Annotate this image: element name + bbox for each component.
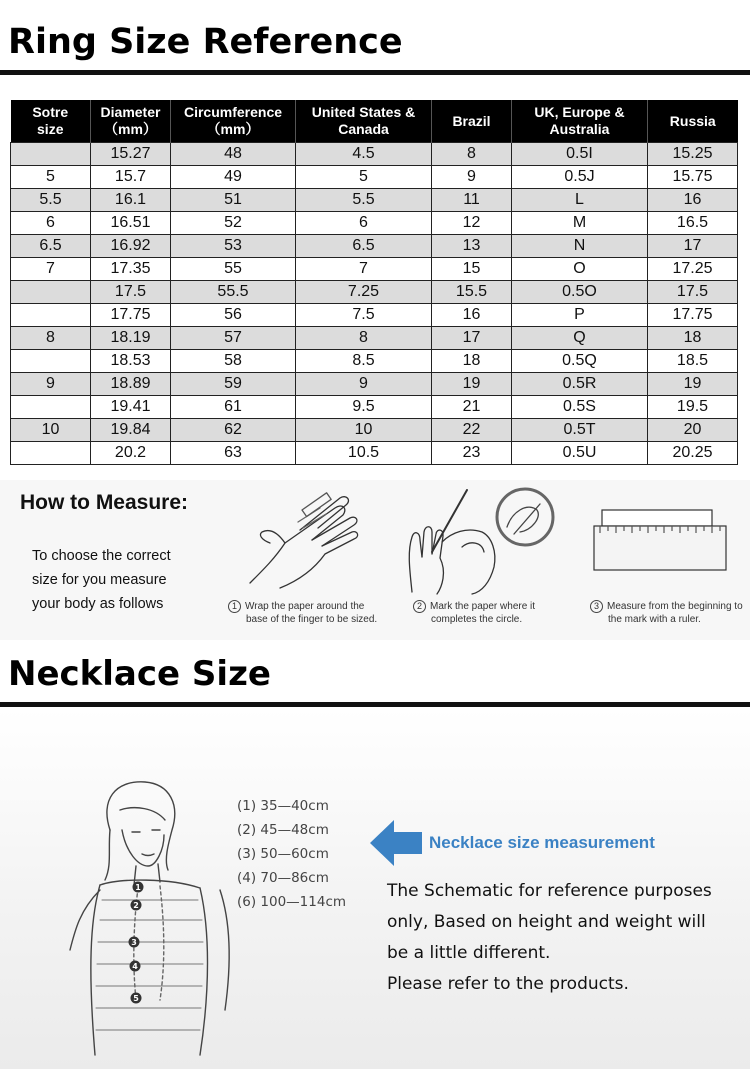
table-cell: 17	[432, 327, 512, 350]
measure-step-1	[228, 600, 377, 626]
necklace-note-line: The Schematic for reference purposes	[387, 881, 712, 901]
table-cell: 5.5	[11, 189, 91, 212]
necklace-measurement-heading: Necklace size measurement	[429, 833, 655, 852]
table-cell: 58	[171, 350, 296, 373]
table-cell: 16.1	[91, 189, 171, 212]
table-cell: 19.41	[91, 396, 171, 419]
step-text: Mark the paper where it	[430, 601, 536, 612]
table-cell: 22	[432, 419, 512, 442]
ring-size-title: Ring Size Reference	[8, 22, 403, 62]
column-header-text: Russia	[669, 112, 716, 129]
table-cell: 20	[648, 419, 738, 442]
column-header-text: （mm）	[206, 121, 260, 137]
table-cell: 15.75	[648, 166, 738, 189]
table-cell: 6.5	[11, 235, 91, 258]
neck-marker-2: 2	[133, 901, 139, 910]
neck-marker-4: 4	[132, 962, 138, 971]
table-cell: L	[512, 189, 648, 212]
how-to-measure-title: How to Measure:	[20, 491, 189, 514]
column-header	[91, 100, 171, 143]
ruler-illustration	[590, 500, 730, 580]
necklace-size-item: (1) 35—40cm	[237, 798, 329, 814]
step-text: the mark with a ruler.	[608, 614, 701, 625]
table-cell: 19	[432, 373, 512, 396]
table-cell: Q	[512, 327, 648, 350]
table-cell: 5.5	[296, 189, 432, 212]
table-row	[11, 189, 738, 212]
table-cell: 6.5	[296, 235, 432, 258]
woman-sketch-illustration	[60, 770, 240, 1060]
table-cell: 0.5U	[512, 442, 648, 465]
table-cell: 18.5	[648, 350, 738, 373]
table-row	[11, 442, 738, 465]
table-cell: 8	[11, 327, 91, 350]
step-number: 3	[590, 600, 603, 613]
column-header-text: size	[37, 121, 64, 137]
table-cell: O	[512, 258, 648, 281]
table-cell: 9	[11, 373, 91, 396]
table-cell: 0.5O	[512, 281, 648, 304]
step-number: 1	[228, 600, 241, 613]
title-divider	[0, 702, 750, 707]
table-cell: 51	[171, 189, 296, 212]
measure-step-2	[413, 600, 535, 626]
table-cell: 18	[432, 350, 512, 373]
table-cell: 57	[171, 327, 296, 350]
table-cell: 49	[171, 166, 296, 189]
ring-size-table	[10, 100, 738, 465]
table-cell: 11	[432, 189, 512, 212]
necklace-note-line: only, Based on height and weight will	[387, 912, 706, 932]
table-cell: 18	[648, 327, 738, 350]
table-cell: 59	[171, 373, 296, 396]
column-header	[11, 100, 91, 143]
necklace-size-item: (3) 50—60cm	[237, 846, 329, 862]
table-cell: 12	[432, 212, 512, 235]
table-cell: 17.75	[648, 304, 738, 327]
table-cell: N	[512, 235, 648, 258]
column-header	[296, 100, 432, 143]
column-header-text: （mm）	[104, 121, 157, 137]
table-cell: 56	[171, 304, 296, 327]
table-cell: M	[512, 212, 648, 235]
table-row	[11, 350, 738, 373]
column-header-text: Diameter	[100, 104, 161, 120]
table-cell: 0.5S	[512, 396, 648, 419]
table-row	[11, 166, 738, 189]
table-cell: 15	[432, 258, 512, 281]
table-row	[11, 143, 738, 166]
table-cell: 55	[171, 258, 296, 281]
table-row	[11, 235, 738, 258]
table-cell: 15.7	[91, 166, 171, 189]
neck-marker-3: 3	[131, 938, 137, 947]
step-text: Wrap the paper around the	[245, 601, 365, 612]
table-cell: 16.51	[91, 212, 171, 235]
table-cell: 17.35	[91, 258, 171, 281]
table-cell: 23	[432, 442, 512, 465]
neck-marker-1: 1	[135, 883, 141, 892]
table-row	[11, 373, 738, 396]
necklace-size-item: (2) 45—48cm	[237, 822, 329, 838]
table-header-row	[11, 100, 738, 143]
table-cell: 8	[296, 327, 432, 350]
table-cell: 13	[432, 235, 512, 258]
table-cell: 8.5	[296, 350, 432, 373]
table-cell: 55.5	[171, 281, 296, 304]
table-cell: P	[512, 304, 648, 327]
table-cell	[11, 396, 91, 419]
table-cell: 0.5I	[512, 143, 648, 166]
table-cell: 7	[11, 258, 91, 281]
table-cell: 0.5J	[512, 166, 648, 189]
step-number: 2	[413, 600, 426, 613]
table-cell: 17	[648, 235, 738, 258]
table-cell: 48	[171, 143, 296, 166]
table-cell: 16	[432, 304, 512, 327]
table-cell: 10.5	[296, 442, 432, 465]
table-cell: 18.53	[91, 350, 171, 373]
table-cell: 63	[171, 442, 296, 465]
table-cell: 19.84	[91, 419, 171, 442]
howto-text-line: To choose the correct	[32, 548, 171, 564]
column-header	[171, 100, 296, 143]
table-cell: 16.5	[648, 212, 738, 235]
table-cell: 10	[296, 419, 432, 442]
howto-text-line: size for you measure	[32, 572, 167, 588]
column-header	[648, 100, 738, 143]
column-header-text: Sotre	[32, 104, 69, 120]
table-row	[11, 419, 738, 442]
measure-step-3	[590, 600, 743, 626]
column-header-text: Canada	[338, 121, 389, 137]
hand-wrap-illustration	[240, 488, 370, 598]
table-cell: 8	[432, 143, 512, 166]
table-cell: 17.5	[648, 281, 738, 304]
table-cell: 18.89	[91, 373, 171, 396]
table-cell: 17.5	[91, 281, 171, 304]
column-header-text: UK, Europe &	[534, 104, 625, 120]
step-text: base of the finger to be sized.	[246, 614, 378, 625]
table-cell: 4.5	[296, 143, 432, 166]
table-cell: 16.92	[91, 235, 171, 258]
column-header	[512, 100, 648, 143]
table-cell: 10	[11, 419, 91, 442]
table-cell: 0.5R	[512, 373, 648, 396]
table-cell: 7	[296, 258, 432, 281]
table-cell: 6	[11, 212, 91, 235]
table-cell: 15.27	[91, 143, 171, 166]
table-cell: 17.25	[648, 258, 738, 281]
table-cell: 15.25	[648, 143, 738, 166]
table-cell: 62	[171, 419, 296, 442]
table-cell: 9	[432, 166, 512, 189]
table-cell: 7.5	[296, 304, 432, 327]
table-cell: 21	[432, 396, 512, 419]
column-header-text: Australia	[549, 121, 610, 137]
table-cell	[11, 350, 91, 373]
necklace-note-line: be a little different.	[387, 943, 551, 963]
table-row	[11, 212, 738, 235]
table-row	[11, 258, 738, 281]
table-cell: 53	[171, 235, 296, 258]
hand-mark-illustration	[402, 482, 562, 597]
table-cell	[11, 304, 91, 327]
table-row	[11, 396, 738, 419]
column-header-text: United States &	[311, 104, 416, 120]
arrow-left-icon	[370, 818, 424, 868]
table-cell: 16	[648, 189, 738, 212]
column-header-text: Circumference	[183, 104, 283, 120]
table-cell	[11, 442, 91, 465]
table-row	[11, 304, 738, 327]
table-cell: 9.5	[296, 396, 432, 419]
howto-text-line: your body as follows	[32, 596, 164, 612]
column-header	[432, 100, 512, 143]
table-cell: 19.5	[648, 396, 738, 419]
step-text: Measure from the beginning to	[607, 601, 743, 612]
table-cell: 6	[296, 212, 432, 235]
table-cell: 9	[296, 373, 432, 396]
table-cell: 7.25	[296, 281, 432, 304]
table-cell: 5	[11, 166, 91, 189]
necklace-size-title: Necklace Size	[8, 654, 271, 694]
neck-marker-5: 5	[133, 994, 139, 1003]
table-row	[11, 281, 738, 304]
step-text: completes the circle.	[431, 614, 523, 625]
table-row	[11, 327, 738, 350]
table-cell: 15.5	[432, 281, 512, 304]
table-cell	[11, 281, 91, 304]
table-cell: 61	[171, 396, 296, 419]
table-cell: 20.25	[648, 442, 738, 465]
column-header-text: Brazil	[452, 112, 491, 129]
necklace-note-line: Please refer to the products.	[387, 974, 629, 994]
table-cell: 20.2	[91, 442, 171, 465]
title-divider	[0, 70, 750, 75]
table-cell: 19	[648, 373, 738, 396]
necklace-size-item: (4) 70—86cm	[237, 870, 329, 886]
table-cell: 17.75	[91, 304, 171, 327]
table-cell: 52	[171, 212, 296, 235]
table-cell: 0.5T	[512, 419, 648, 442]
table-cell: 5	[296, 166, 432, 189]
table-cell	[11, 143, 91, 166]
table-cell: 0.5Q	[512, 350, 648, 373]
table-cell: 18.19	[91, 327, 171, 350]
necklace-size-item: (6) 100—114cm	[237, 894, 347, 910]
